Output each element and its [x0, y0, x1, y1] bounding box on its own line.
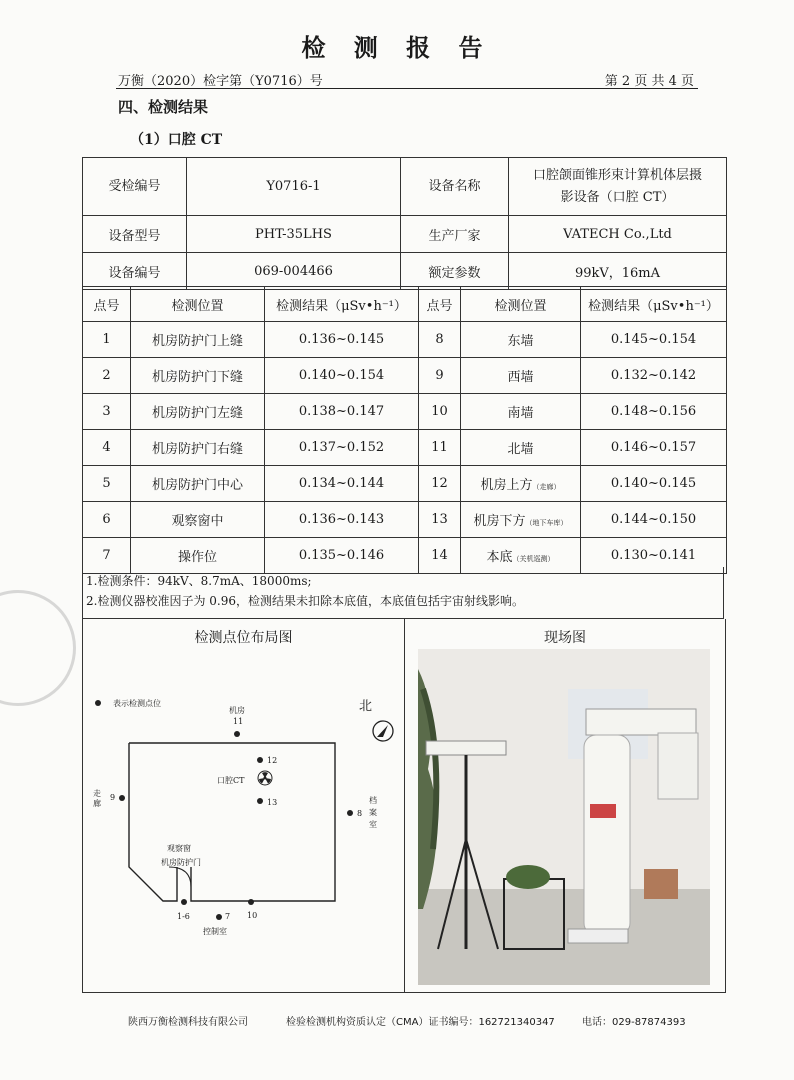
label-point-10: 10	[247, 911, 258, 920]
point-12-dot	[257, 757, 263, 763]
label-point-8: 8	[357, 809, 363, 818]
point-1-6-dot	[181, 899, 187, 905]
point-result: 0.136~0.145	[265, 322, 419, 358]
footer-company: 陕西万衡检测科技有限公司	[128, 1017, 248, 1028]
header-divider	[116, 88, 698, 89]
label-point-1-6: 1-6	[177, 912, 190, 921]
device-info-table	[82, 157, 727, 290]
manufacturer: VATECH Co.,Ltd	[509, 216, 727, 253]
report-number: 万衡（2020）检字第（Y0716）号	[118, 74, 323, 89]
point-number: 12	[419, 466, 461, 502]
point-number: 14	[419, 538, 461, 574]
point-number: 1	[83, 322, 131, 358]
site-photo-image	[418, 649, 710, 985]
point-7-dot	[216, 914, 222, 920]
label-control-room: 控制室	[203, 927, 227, 936]
label-archive: 档案室	[369, 796, 377, 829]
report-title: 检 测 报 告	[301, 33, 493, 62]
point-result: 0.134~0.144	[265, 466, 419, 502]
location-note: （地下车库）	[525, 519, 568, 527]
table-row	[83, 394, 727, 430]
table-row	[83, 430, 727, 466]
point-result: 0.148~0.156	[581, 394, 727, 430]
location-note: （走廊）	[532, 483, 561, 491]
rated-params: 99kV，16mA	[509, 253, 727, 290]
table-row	[83, 358, 727, 394]
point-number: 11	[419, 430, 461, 466]
footer-phone: 电话：029-87874393	[582, 1017, 686, 1028]
point-result: 0.146~0.157	[581, 430, 727, 466]
point-10-dot	[248, 899, 254, 905]
layout-diagram-panel	[82, 619, 405, 993]
results-table	[82, 286, 727, 574]
north-label: 北	[359, 699, 373, 714]
point-result: 0.144~0.150	[581, 502, 727, 538]
point-location: 机房下方（地下车库）	[461, 502, 581, 538]
point-result: 0.135~0.146	[265, 538, 419, 574]
subsection-heading: （1）口腔 CT	[130, 132, 223, 148]
notes-box	[82, 567, 724, 619]
point-location: 本底（关机巡测）	[461, 538, 581, 574]
point-location: 操作位	[131, 538, 265, 574]
site-photo-panel	[405, 619, 726, 993]
point-location: 机房防护门左缝	[131, 394, 265, 430]
point-result: 0.132~0.142	[581, 358, 727, 394]
point-location: 机房防护门右缝	[131, 430, 265, 466]
point-location: 机房防护门下缝	[131, 358, 265, 394]
point-number: 10	[419, 394, 461, 430]
header-point: 点号	[419, 287, 461, 322]
footer-cma: 检验检测机构资质认定（CMA）证书编号：162721340347	[286, 1017, 555, 1028]
point-location: 北墙	[461, 430, 581, 466]
device-model: PHT-35LHS	[187, 216, 401, 253]
point-number: 8	[419, 322, 461, 358]
point-11-dot	[234, 731, 240, 737]
table-row	[83, 322, 727, 358]
inspection-id: Y0716-1	[187, 158, 401, 216]
device-serial: 069-004466	[187, 253, 401, 290]
point-result: 0.140~0.154	[265, 358, 419, 394]
point-result: 0.136~0.143	[265, 502, 419, 538]
label-inspection-id: 受检编号	[83, 158, 187, 216]
label-point-9: 9	[110, 793, 116, 802]
point-result: 0.138~0.147	[265, 394, 419, 430]
note-conditions: 1.检测条件：94kV、8.7mA、18000ms;	[86, 574, 312, 588]
point-location: 观察窗中	[131, 502, 265, 538]
location-note: （关机巡测）	[512, 555, 555, 563]
point-result: 0.137~0.152	[265, 430, 419, 466]
label-rated-params: 额定参数	[401, 253, 509, 290]
header-result: 检测结果（μSv•h⁻¹）	[581, 287, 727, 322]
label-point-11: 11	[233, 717, 244, 726]
header-point: 点号	[83, 287, 131, 322]
label-room-top: 机房	[229, 706, 245, 715]
north-arrow-icon	[371, 719, 395, 743]
point-result: 0.130~0.141	[581, 538, 727, 574]
point-result: 0.140~0.145	[581, 466, 727, 502]
point-location: 南墙	[461, 394, 581, 430]
header-location: 检测位置	[131, 287, 265, 322]
point-result: 0.145~0.154	[581, 322, 727, 358]
header-result: 检测结果（μSv•h⁻¹）	[265, 287, 419, 322]
point-number: 7	[83, 538, 131, 574]
label-ct: 口腔CT	[217, 776, 245, 785]
page-info: 第 2 页 共 4 页	[604, 74, 694, 89]
point-location: 机房防护门上缝	[131, 322, 265, 358]
device-name: 口腔颌面锥形束计算机体层摄影设备（口腔 CT）	[509, 158, 727, 216]
table-row	[83, 502, 727, 538]
legend-text: 表示检测点位	[113, 699, 161, 708]
label-device-name: 设备名称	[401, 158, 509, 216]
point-number: 2	[83, 358, 131, 394]
point-number: 4	[83, 430, 131, 466]
point-number: 5	[83, 466, 131, 502]
section-heading: 四、检测结果	[118, 98, 209, 116]
point-8-dot	[347, 810, 353, 816]
header-location: 检测位置	[461, 287, 581, 322]
point-number: 6	[83, 502, 131, 538]
point-location: 机房防护门中心	[131, 466, 265, 502]
label-manufacturer: 生产厂家	[401, 216, 509, 253]
point-number: 13	[419, 502, 461, 538]
label-window: 观察窗	[167, 844, 191, 853]
label-device-model: 设备型号	[83, 216, 187, 253]
point-9-dot	[119, 795, 125, 801]
label-door: 机房防护门	[161, 858, 201, 867]
point-number: 9	[419, 358, 461, 394]
label-corridor: 走廊	[93, 789, 101, 808]
point-13-dot	[257, 798, 263, 804]
site-photo-title: 现场图	[544, 630, 586, 646]
note-calibration: 2.检测仪器校准因子为 0.96，检测结果未扣除本底值，本底值包括宇宙射线影响。	[86, 594, 524, 608]
legend-dot	[95, 700, 101, 706]
point-location: 机房上方（走廊）	[461, 466, 581, 502]
faded-stamp	[0, 590, 76, 706]
point-location: 东墙	[461, 322, 581, 358]
label-point-7: 7	[225, 912, 231, 921]
room-outline	[123, 737, 353, 907]
table-row	[83, 466, 727, 502]
label-point-12: 12	[267, 756, 278, 765]
label-point-13: 13	[267, 798, 278, 807]
point-location: 西墙	[461, 358, 581, 394]
layout-diagram-title: 检测点位布局图	[194, 630, 293, 646]
label-device-serial: 设备编号	[83, 253, 187, 290]
radiation-icon	[257, 770, 273, 786]
point-number: 3	[83, 394, 131, 430]
